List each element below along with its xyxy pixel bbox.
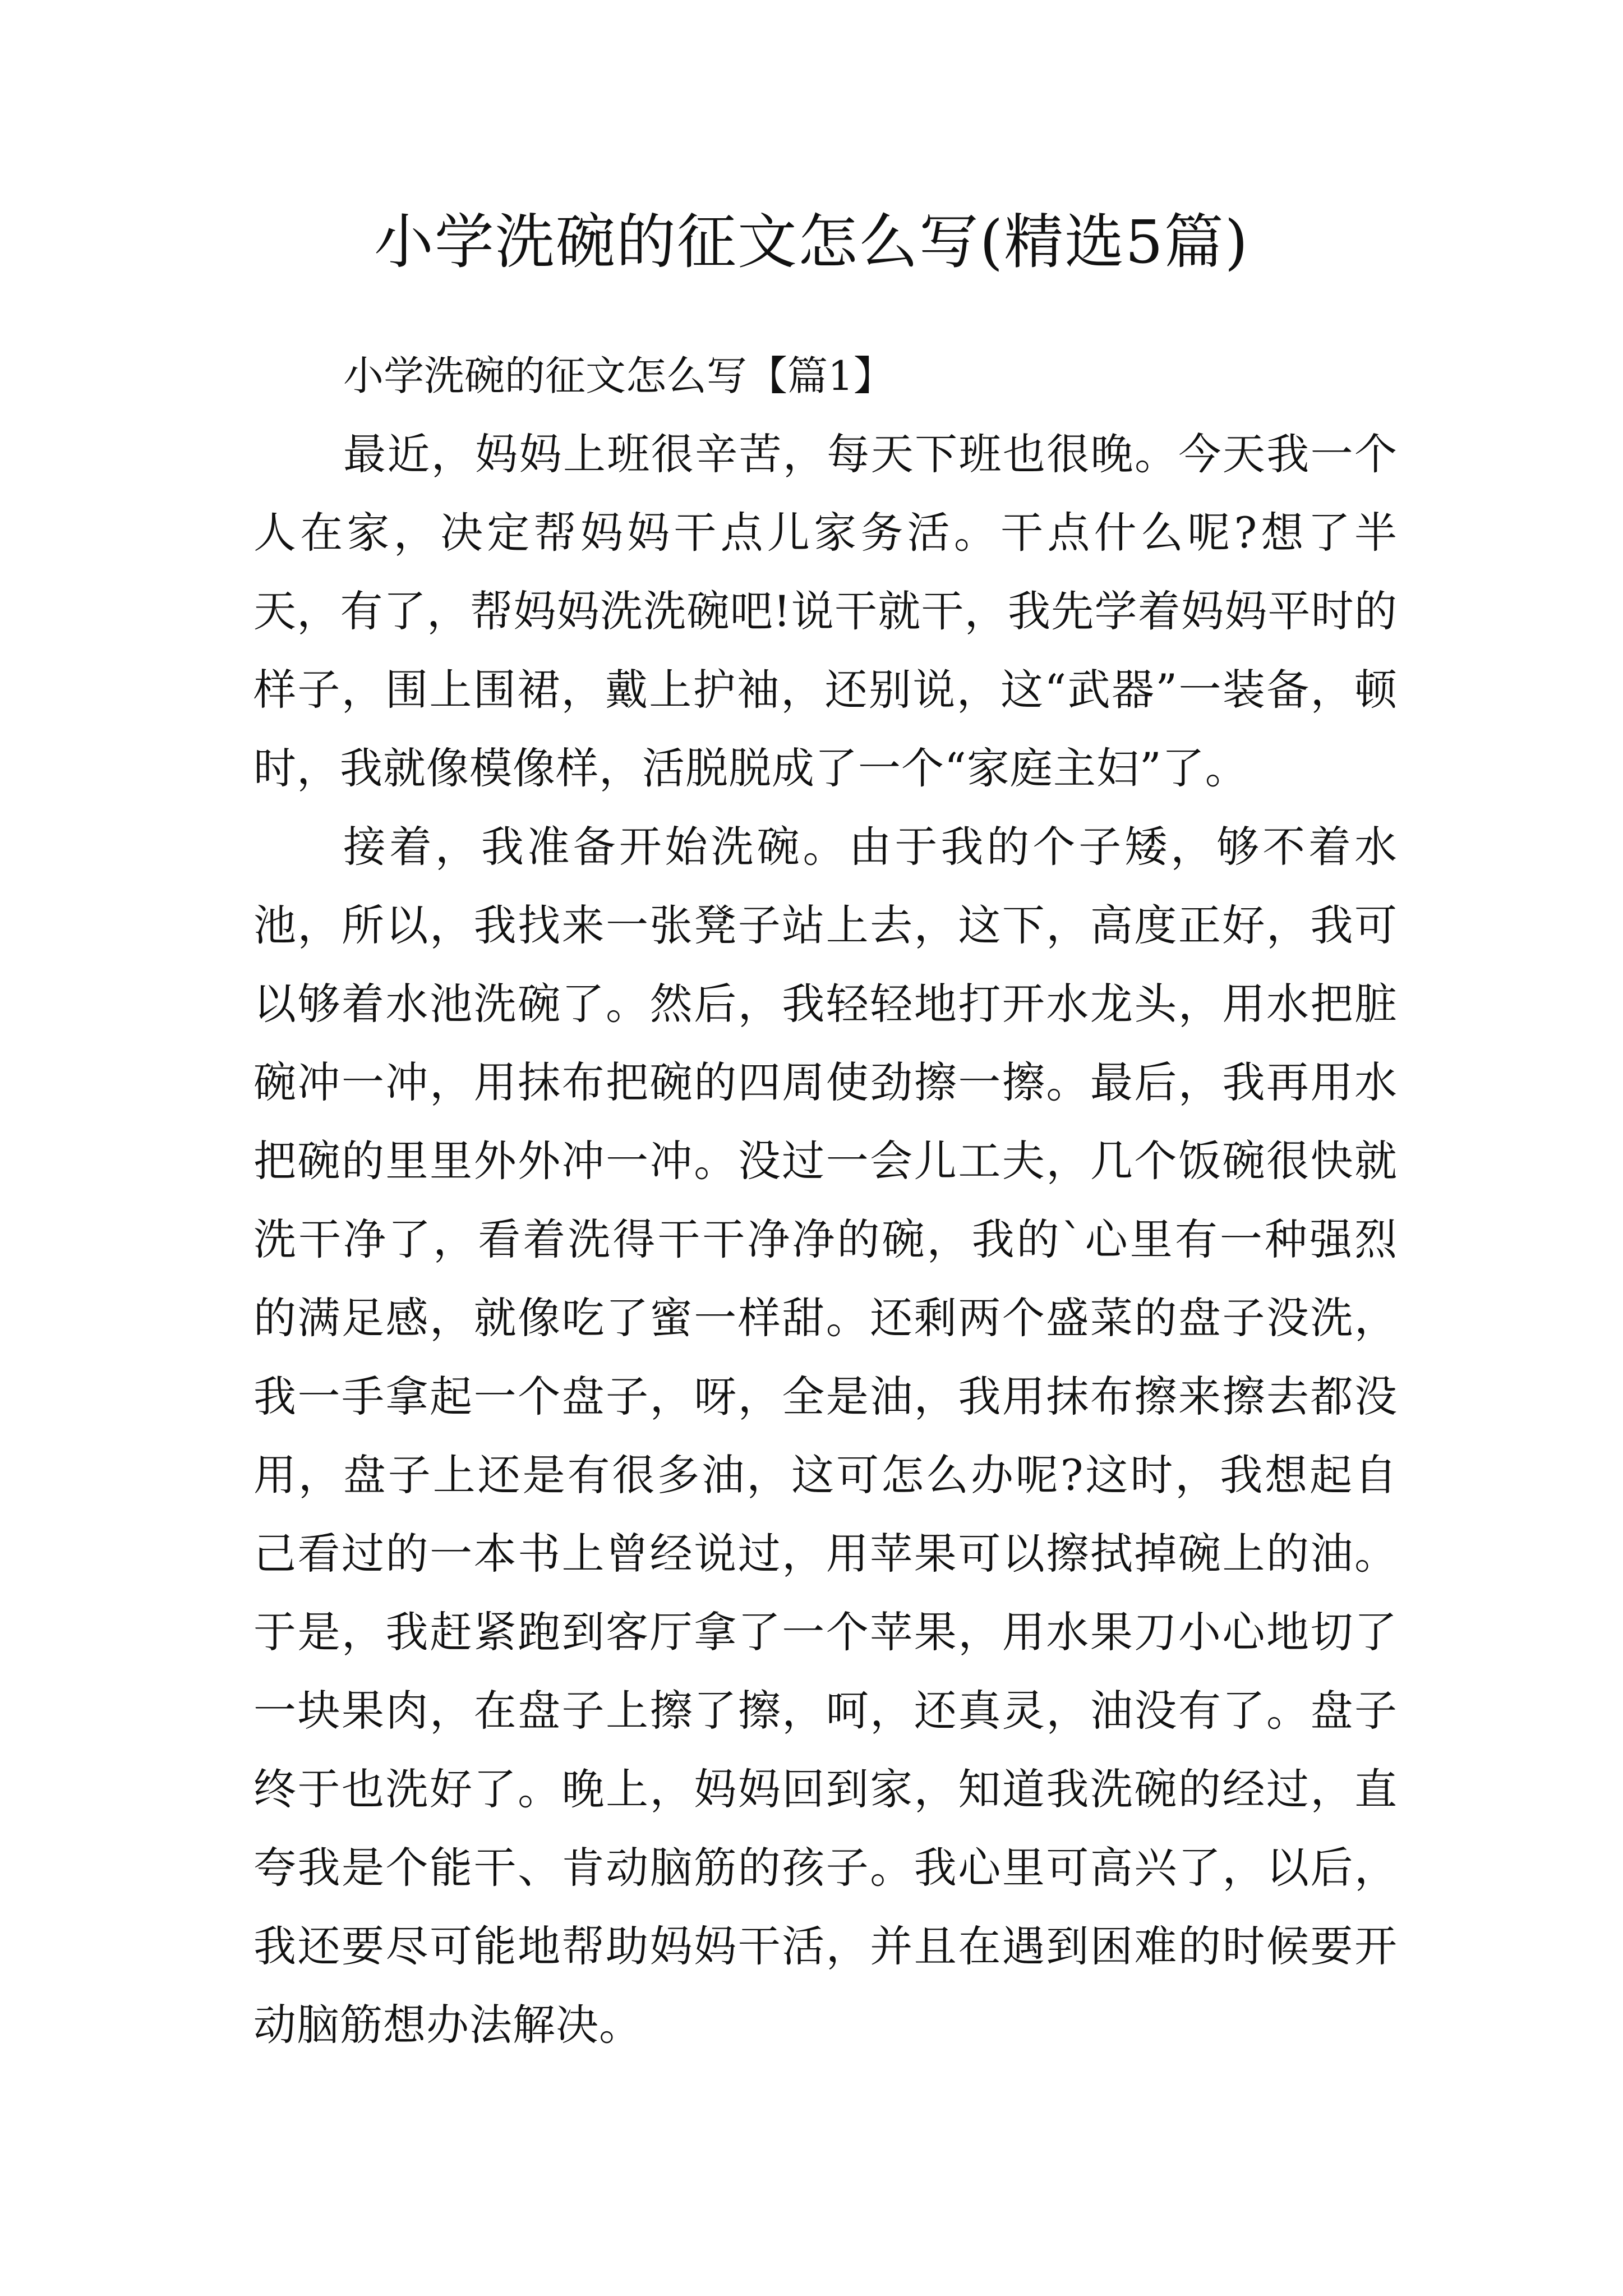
section-heading: 小学洗碗的征文怎么写【篇1】 <box>343 352 894 399</box>
document-body <box>253 337 1398 2064</box>
body-paragraph-1: 最近，妈妈上班很辛苦，每天下班也很晚。今天我一个人在家，决定帮妈妈干点儿家务活。干点什么呢?想了半天，有了，帮妈妈洗洗碗吧!说干就干，我先学着妈妈平时的样子，围上围裙，戴上护袖，还别说，这“武器”一装备，顿时，我就像模像样，活脱脱成了一个“家庭主妇”了。 <box>253 429 1398 793</box>
document-title: 小学洗碗的征文怎么写(精选5篇) <box>374 208 1249 277</box>
body-paragraph-2: 接着，我准备开始洗碗。由于我的个子矮，够不着水池，所以，我找来一张凳子站上去，这下，高度正好，我可以够着水池洗碗了。然后，我轻轻地打开水龙头，用水把脏碗冲一冲，用抹布把碗的四周使劲擦一擦。最后，我再用水把碗的里里外外冲一冲。没过一会儿工夫，几个饭碗很快就洗干净了，看着洗得干干净净的碗，我的`心里有一种强烈的满足感，就像吃了蜜一样甜。还剩两个盛菜的盘子没洗，我一手拿起一个盘子，呀，全是油，我用抹布擦来擦去都没用，盘子上还是有很多油，这可怎么办呢?这时，我想起自己看过的一本书上曾经说过，用苹果可以擦拭掉碗上的油。于是，我赶紧跑到客厅拿了一个苹果，用水果刀小心地切了一块果肉，在盘子上擦了擦，呵，还真灵，油没有了。盘子终于也洗好了。晚上，妈妈回到家，知道我洗碗的经过，直夸我是个能干、肯动脑筋的孩子。我心里可高兴了，以后，我还要尽可能地帮助妈妈干活，并且在遇到困难的时候要开动脑筋想办法解决。 <box>253 822 1398 2050</box>
